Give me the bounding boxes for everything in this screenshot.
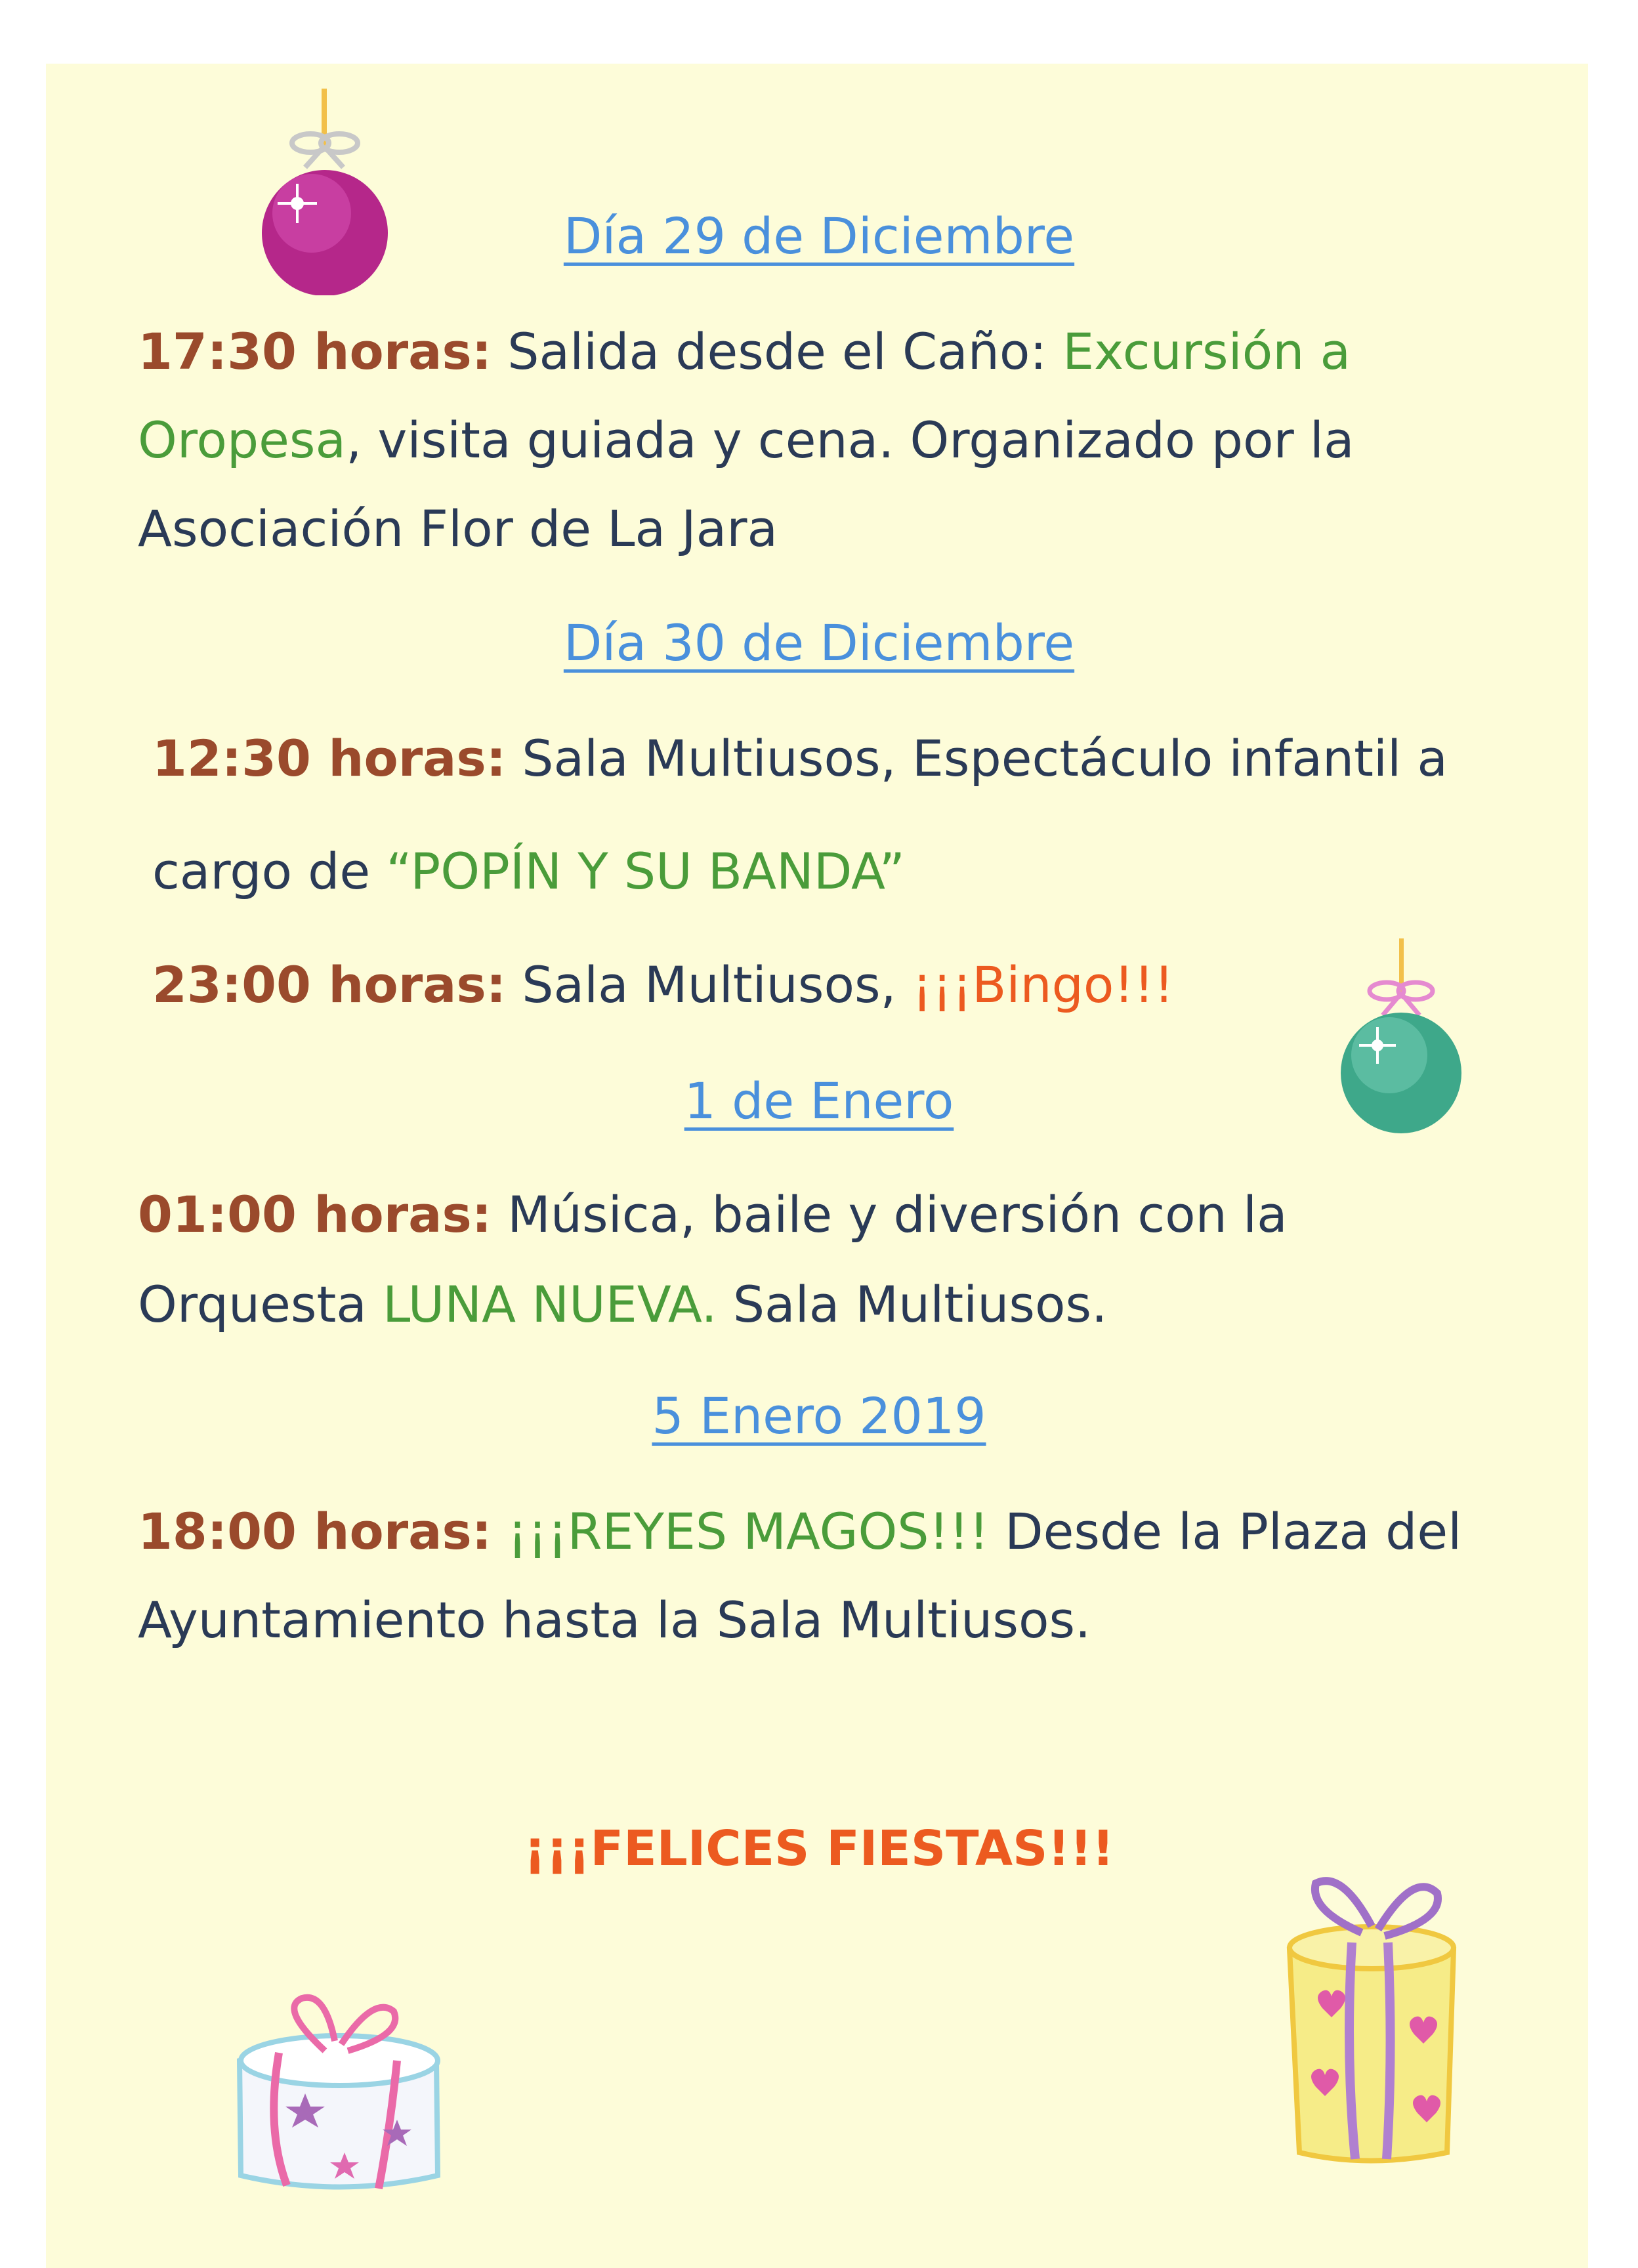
event-line bbox=[138, 1591, 1091, 1649]
event-text: ¡¡¡Bingo!!! bbox=[912, 956, 1174, 1014]
event-line bbox=[152, 842, 906, 900]
event-line bbox=[138, 322, 1351, 381]
event-text: LUNA NUEVA. bbox=[383, 1275, 717, 1334]
event-line bbox=[152, 729, 1448, 788]
event-text: “POPÍN Y SU BANDA” bbox=[386, 842, 906, 900]
event-text: cargo de bbox=[152, 842, 387, 900]
event-text: Música, baile y diversión con la bbox=[492, 1185, 1288, 1244]
event-text: Salida desde el Caño: bbox=[492, 322, 1063, 381]
event-text: Oropesa bbox=[138, 411, 346, 469]
event-text: Orquesta bbox=[138, 1275, 383, 1334]
event-text: Sala Multiusos, bbox=[506, 956, 912, 1014]
event-text: Ayuntamiento hasta la Sala Multiusos. bbox=[138, 1591, 1091, 1649]
section-heading-jan-5: 5 Enero 2019 bbox=[652, 1387, 986, 1445]
event-line bbox=[152, 956, 1174, 1014]
event-time: 12:30 horas: bbox=[152, 729, 507, 788]
event-time: 01:00 horas: bbox=[138, 1185, 492, 1244]
event-line bbox=[138, 1502, 1462, 1561]
event-line bbox=[138, 1275, 1108, 1334]
event-line bbox=[138, 1185, 1288, 1244]
event-time: 17:30 horas: bbox=[138, 322, 492, 381]
section-heading-dec-29: Día 29 de Diciembre bbox=[563, 207, 1075, 265]
event-text: , visita guiada y cena. Organizado por la bbox=[346, 411, 1354, 469]
event-time: 23:00 horas: bbox=[152, 956, 507, 1014]
event-time: 18:00 horas: bbox=[138, 1502, 492, 1561]
gift-box-hearts-icon bbox=[1276, 1870, 1467, 2172]
event-text: Desde la Plaza del bbox=[988, 1502, 1462, 1561]
closing-greeting: ¡¡¡FELICES FIESTAS!!! bbox=[524, 1820, 1114, 1877]
section-heading-jan-1: 1 de Enero bbox=[684, 1072, 954, 1130]
event-text: ¡¡¡REYES MAGOS!!! bbox=[507, 1502, 989, 1561]
gift-box-stars-icon bbox=[226, 1988, 453, 2205]
event-line bbox=[138, 499, 778, 558]
event-text bbox=[492, 1502, 507, 1561]
event-text: Asociación Flor de La Jara bbox=[138, 499, 778, 558]
event-text: Sala Multiusos. bbox=[717, 1275, 1108, 1334]
christmas-ornament-pink-icon bbox=[253, 85, 397, 295]
event-text: Sala Multiusos, Espectáculo infantil a bbox=[506, 729, 1448, 788]
section-heading-dec-30: Día 30 de Diciembre bbox=[563, 614, 1075, 672]
event-line bbox=[138, 411, 1354, 469]
event-text: Excursión a bbox=[1062, 322, 1351, 381]
